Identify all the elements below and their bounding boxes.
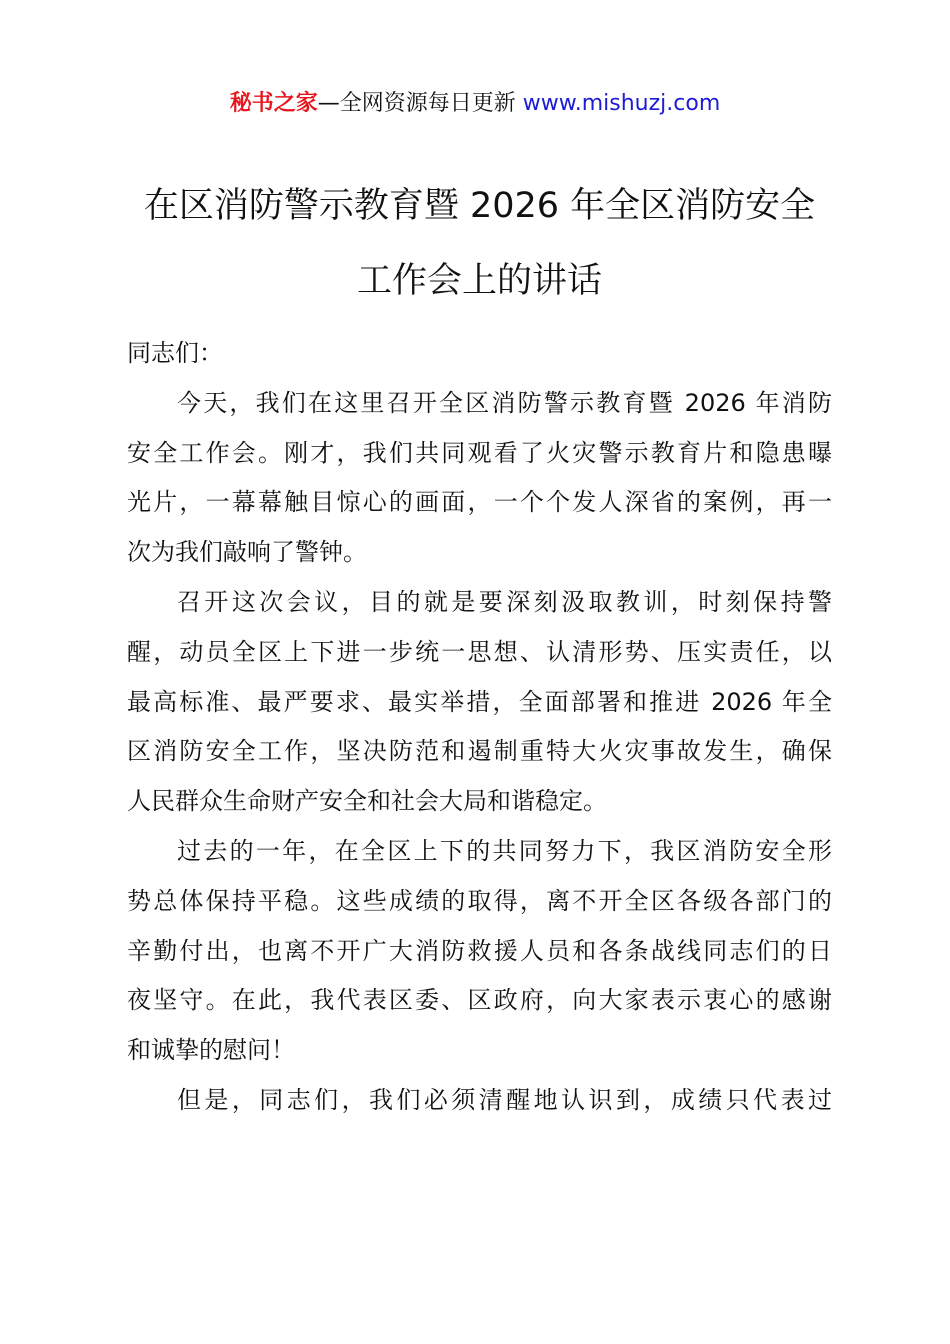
- paragraph-line: 区消防安全工作，坚决防范和遏制重特大火灾事故发生，确保: [127, 737, 832, 766]
- paragraph-line: 过去的一年，在全区上下的共同努力下，我区消防安全形: [177, 836, 832, 865]
- paragraph: [127, 827, 832, 1076]
- paragraph-line: 人民群众生命财产安全和社会大局和谐稳定。: [127, 787, 607, 816]
- paragraph-line: 辛勤付出，也离不开广大消防救援人员和各条战线同志们的日: [127, 936, 832, 965]
- paragraph-line: 次为我们敲响了警钟。: [127, 538, 367, 567]
- paragraph-line: 但是，同志们，我们必须清醒地认识到，成绩只代表过: [177, 1085, 832, 1114]
- site-url-link[interactable]: www.mishuzj.com: [522, 91, 721, 116]
- paragraph: [127, 578, 832, 827]
- paragraph-line: 今天，我们在这里召开全区消防警示教育暨 2026 年消防: [177, 388, 832, 417]
- document-body: [127, 329, 832, 1126]
- paragraph-line: 光片，一幕幕触目惊心的画面，一个个发人深省的案例，再一: [127, 488, 832, 517]
- site-header: [0, 88, 950, 120]
- paragraph-line: 安全工作会。刚才，我们共同观看了火灾警示教育片和隐患曝: [127, 438, 832, 467]
- header-slogan: —全网资源每日更新: [317, 91, 523, 116]
- document-title-line-1: 在区消防警示教育暨 2026 年全区消防安全: [143, 186, 816, 226]
- paragraph-line: 夜坚守。在此，我代表区委、区政府，向大家表示衷心的感谢: [127, 986, 832, 1015]
- paragraph-line: 和诚挚的慰问！: [127, 1036, 295, 1065]
- paragraph-line: 最高标准、最严要求、最实举措，全面部署和推进 2026 年全: [127, 687, 832, 716]
- brand-name: 秘书之家: [229, 91, 318, 116]
- document-title-line-2: 工作会上的讲话: [356, 261, 602, 301]
- salutation: 同志们：: [127, 339, 223, 367]
- paragraphs: [127, 379, 832, 1126]
- paragraph-line: 势总体保持平稳。这些成绩的取得，离不开全区各级各部门的: [127, 886, 832, 915]
- paragraph-line: 醒，动员全区上下进一步统一思想、认清形势、压实责任，以: [127, 637, 832, 666]
- paragraph: [127, 1076, 832, 1126]
- paragraph-line: 召开这次会议，目的就是要深刻汲取教训，时刻保持警: [177, 587, 832, 616]
- paragraph: [127, 379, 832, 578]
